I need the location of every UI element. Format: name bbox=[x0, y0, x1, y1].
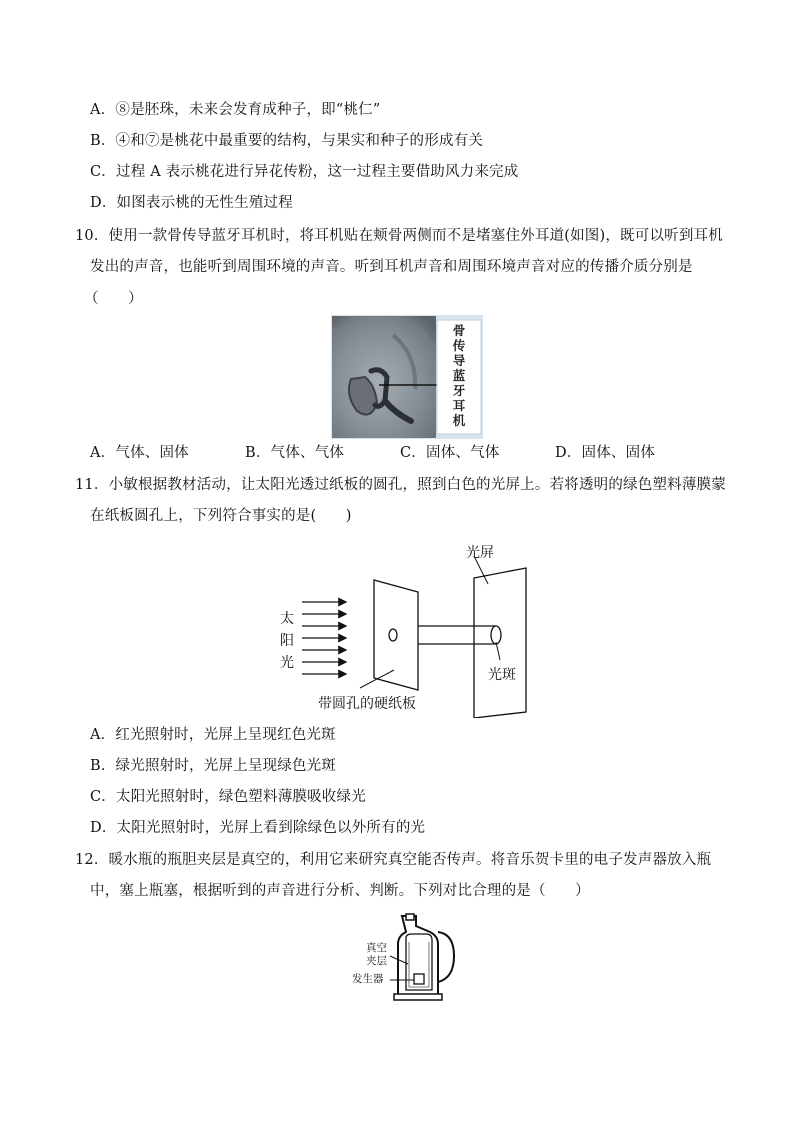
q9-option-c: C．过程 A 表示桃花进行异花传粉，这一过程主要借助风力来完成 bbox=[90, 164, 519, 180]
q11-option-c: C．太阳光照射时，绿色塑料薄膜吸收绿光 bbox=[90, 789, 366, 805]
fig11-sun-char: 太 bbox=[280, 611, 294, 627]
fig12-label-generator: 发生器 bbox=[352, 973, 384, 985]
fig10-label-char: 蓝 bbox=[452, 368, 466, 383]
fig10-label-char: 耳 bbox=[452, 398, 466, 413]
fig11-sun-char: 阳 bbox=[280, 633, 294, 649]
fig12-label-layer: 夹层 bbox=[366, 955, 387, 967]
fig10-label-char: 机 bbox=[452, 413, 466, 428]
q11-stem-line1: 11．小敏根据教材活动，让太阳光透过纸板的圆孔，照到白色的光屏上。若将透明的绿色塑料薄膜蒙 bbox=[75, 477, 726, 493]
q10-option-b: B．气体、气体 bbox=[245, 445, 345, 461]
q10-stem-line3: （ ） bbox=[84, 291, 143, 307]
q9-option-a: A．⑧是胚珠，未来会发育成种子，即“桃仁” bbox=[90, 102, 381, 118]
q9-option-d: D．如图表示桃的无性生殖过程 bbox=[90, 195, 293, 211]
q10-stem-line1: 10．使用一款骨传导蓝牙耳机时，将耳机贴在颊骨两侧而不是堵塞住外耳道(如图)，既可以听到耳机 bbox=[75, 228, 723, 244]
fig12-label-vacuum: 真空 bbox=[366, 942, 387, 954]
fig11-spot-label: 光斑 bbox=[488, 667, 516, 683]
q10-option-c: C．固体、气体 bbox=[400, 445, 500, 461]
q11-stem-line2: 在纸板圆孔上，下列符合事实的是( ) bbox=[90, 508, 352, 524]
q11-option-a: A．红光照射时，光屏上呈现红色光斑 bbox=[90, 727, 336, 743]
fig10-label-char: 传 bbox=[452, 338, 466, 353]
pinhole-light-figure bbox=[270, 540, 540, 718]
q10-stem-line2: 发出的声音，也能听到周围环境的声音。听到耳机声音和周围环境声音对应的传播介质分别是 bbox=[90, 259, 693, 275]
q10-option-a: A．气体、固体 bbox=[90, 445, 189, 461]
fig10-label-char: 骨 bbox=[452, 323, 466, 338]
q12-stem-line2: 中，塞上瓶塞，根据听到的声音进行分析、判断。下列对比合理的是（ ） bbox=[90, 883, 590, 899]
thermos-bottle-figure bbox=[350, 912, 460, 1002]
fig11-screen-label: 光屏 bbox=[466, 545, 494, 561]
q11-option-b: B．绿光照射时，光屏上呈现绿色光斑 bbox=[90, 758, 337, 774]
q12-stem-line1: 12．暖水瓶的瓶胆夹层是真空的，利用它来研究真空能否传声。将音乐贺卡里的电子发声器放入瓶 bbox=[75, 852, 712, 868]
fig11-sun-char: 光 bbox=[280, 655, 294, 671]
q11-option-d: D．太阳光照射时，光屏上看到除绿色以外所有的光 bbox=[90, 820, 426, 836]
q9-option-b: B．④和⑦是桃花中最重要的结构，与果实和种子的形成有关 bbox=[90, 133, 484, 149]
fig10-label-char: 导 bbox=[452, 353, 466, 368]
q10-option-d: D．固体、固体 bbox=[555, 445, 656, 461]
fig10-label-char: 牙 bbox=[452, 383, 466, 398]
fig11-board-label: 带圆孔的硬纸板 bbox=[318, 696, 416, 712]
bone-conduction-headphone-figure bbox=[331, 315, 483, 439]
